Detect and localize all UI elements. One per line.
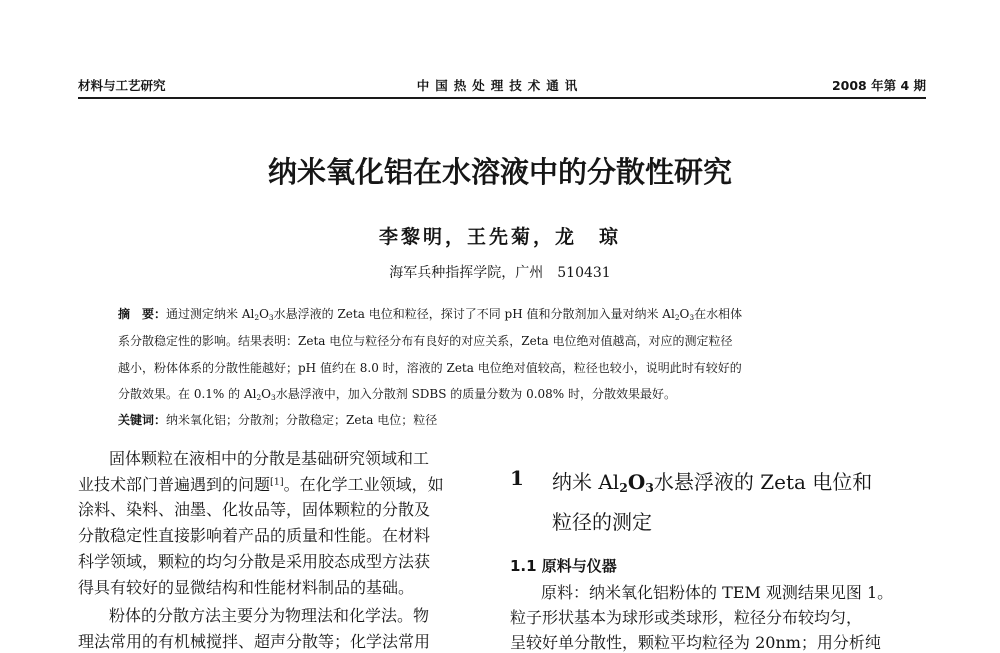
subscript: 3: [271, 392, 276, 402]
body-line: 粉体的分散方法主要分为物理法和化学法。物: [109, 606, 430, 625]
running-header-journal: 中国热处理技术通讯: [416, 78, 584, 93]
abstract-text: 分散效果。在 0.1% 的 Al: [118, 387, 257, 401]
subscript: 3: [689, 312, 695, 322]
body-line: 理法常用的有机械搅拌、超声分散等；化学法常用: [78, 632, 431, 651]
abstract-line-3: 越小，粉体体系的分散性能越好；pH 值约在 8.0 时，溶液的 Zeta 电位绝对值较高，粒径也较小，说明此时有较好的: [118, 361, 742, 375]
running-header-section: 材料与工艺研究: [78, 78, 166, 93]
author-list: 李黎明，王先菊，龙 琼: [378, 226, 621, 248]
abstract-text: 通过测定纳米 Al: [166, 307, 255, 321]
section-title-text: 水悬浮液的 Zeta 电位和: [653, 470, 873, 494]
keywords-text: 纳米氧化铝；分散剂；分散稳定；Zeta 电位；粒径: [166, 413, 438, 427]
body-line: 科学领域，颗粒的均匀分散是采用胶态成型方法获: [78, 552, 431, 571]
section-title-line-2: 粒径的测定: [552, 510, 652, 534]
abstract-text: O: [679, 307, 690, 321]
subsection-heading: 1.1 原料与仪器: [510, 557, 617, 575]
affiliation: 海军兵种指挥学院，广州 510431: [389, 265, 611, 281]
section-number: 1: [510, 466, 524, 490]
subscript: 2: [619, 480, 628, 496]
abstract-line-1: [118, 305, 742, 322]
subscript: 3: [645, 480, 654, 496]
running-header-issue: 2008 年第 4 期: [831, 78, 926, 93]
section-title-line-1: [552, 466, 872, 495]
keywords-label: 关键词：: [118, 413, 167, 427]
section-title-text: O: [627, 470, 646, 494]
body-line: 原料：纳米氧化铝粉体的 TEM 观测结果见图 1。: [541, 583, 894, 602]
body-text: 业技术部门普遍遇到的问题: [78, 475, 271, 494]
body-text: 。在化学工业领域，如: [283, 475, 444, 494]
body-line: 得具有较好的显微结构和性能材料制品的基础。: [78, 578, 415, 597]
citation-ref[interactable]: [1]: [270, 476, 284, 488]
abstract-text: 水悬浮液的 Zeta 电位和粒径，探讨了不同 pH 值和分散剂加入量对纳米 Al: [273, 307, 675, 321]
subscript: 2: [674, 312, 680, 322]
subscript: 2: [254, 312, 260, 322]
keywords-line: [118, 411, 437, 428]
body-line: 分散稳定性直接影响着产品的质量和性能。在材料: [78, 526, 431, 545]
body-line: 粒子形状基本为球形或类球形，粒径分布较均匀，: [510, 608, 863, 627]
abstract-text: O: [261, 387, 272, 401]
body-line: 呈较好单分散性，颗粒平均粒径为 20nm；用分析纯: [510, 633, 881, 652]
subscript: 2: [256, 392, 262, 402]
abstract-text: 在水相体: [694, 307, 743, 321]
body-line: [78, 472, 444, 495]
section-title-text: 纳米 Al: [552, 470, 620, 494]
abstract-text: 水悬浮液中，加入分散剂 SDBS 的质量分数为 0.08% 时，分散效果最好。: [275, 387, 677, 401]
abstract-text: O: [259, 307, 269, 321]
subscript: 3: [268, 312, 274, 322]
article-title: 纳米氧化铝在水溶液中的分散性研究: [267, 155, 732, 189]
body-line: 涂料、染料、油墨、化妆品等，固体颗粒的分散及: [78, 500, 431, 519]
abstract-line-2: 系分散稳定性的影响。结果表明：Zeta 电位与粒径分布有良好的对应关系，Zeta 电位绝对值越高，对应的测定粒径: [118, 334, 733, 348]
body-line: 固体颗粒在液相中的分散是基础研究领域和工: [109, 449, 430, 468]
abstract-line-4: [118, 385, 676, 402]
abstract-label: 摘 要：: [118, 307, 167, 321]
header-rule: [78, 97, 926, 99]
